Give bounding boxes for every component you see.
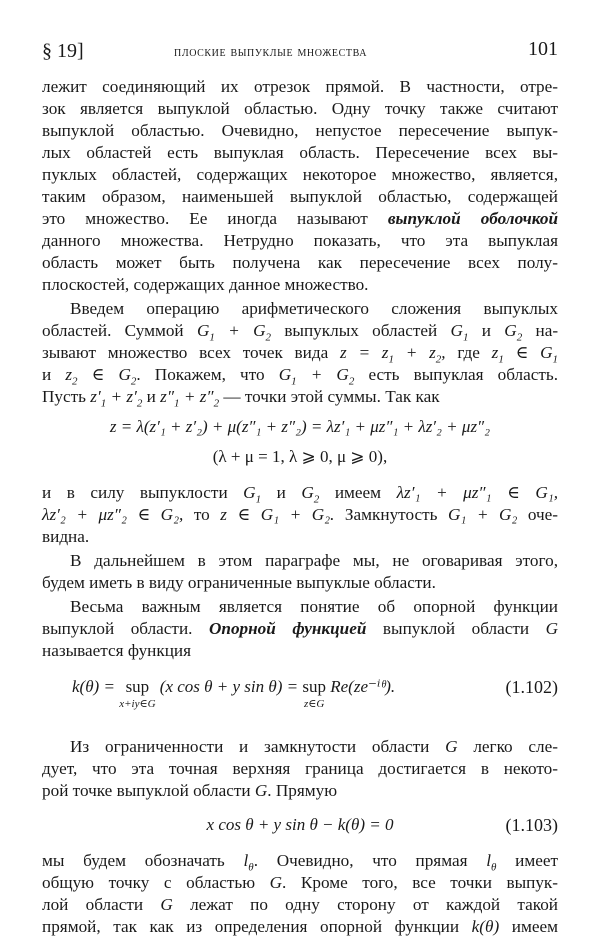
text-span: зывают множество всех точек вида xyxy=(42,343,329,362)
math-inline: G xyxy=(254,781,268,800)
formula-part: k(θ) = xyxy=(72,677,115,696)
running-header xyxy=(42,38,558,64)
text-line: пуклых областей, содержащих некоторое множество, является, xyxy=(42,165,558,184)
math-inline: G xyxy=(445,737,458,756)
page-number: 101 xyxy=(528,38,558,60)
math-inline: k(θ) xyxy=(471,917,500,936)
math-inline: $z_1$ ∈ $G_1$ xyxy=(491,343,558,366)
section-number: § 19] xyxy=(42,40,84,62)
math-inline: λz′₁ + μz″₁ ∈ G₁, xyxy=(396,483,559,502)
sup-operator xyxy=(302,676,326,710)
text-line xyxy=(42,618,558,640)
text-span: выпуклых областей xyxy=(284,321,438,340)
math-inline: $l_\theta$ xyxy=(486,851,497,874)
text-line xyxy=(42,320,558,342)
math-inline: λz′₂ + μz″₂ ∈ G₂, xyxy=(42,505,184,524)
text-span: мы будем обозначать xyxy=(42,851,225,870)
text-line xyxy=(42,780,558,802)
text-span: . Прямую xyxy=(267,781,338,800)
math-inline: $G_2$ xyxy=(301,483,320,506)
math-inline: $z = z_1 + z_2$, xyxy=(340,343,446,366)
text-span: областей. Суммой xyxy=(42,321,184,340)
math-inline: $z''_1 + z''_2$ xyxy=(160,387,220,410)
text-line xyxy=(42,208,558,230)
text-span: . Очевидно, что прямая xyxy=(253,851,468,870)
text-line xyxy=(42,342,558,364)
text-line: зок является выпуклой областью. Одну точку также считают xyxy=(42,99,558,118)
emphasis-term: выпуклой оболочкой xyxy=(387,209,558,228)
text-span: где xyxy=(457,343,480,362)
operator-subscript: x+iy∈G xyxy=(119,698,156,710)
text-line: дует, что эта точная верхняя граница достигается в некото- xyxy=(42,759,558,778)
equation-number: (1.102) xyxy=(505,677,558,697)
text-span: и xyxy=(276,483,286,502)
text-span: это множество. Ее иногда называют xyxy=(42,209,368,228)
display-formula xyxy=(42,676,558,716)
operator-label: sup xyxy=(302,677,326,696)
running-title: плоские выпуклые множества xyxy=(174,44,368,60)
math-inline: $G_1$ xyxy=(243,483,262,506)
equation-number: (1.103) xyxy=(505,815,558,835)
text-span: Пусть xyxy=(42,387,86,406)
math-inline: $G_1 + G_2$ xyxy=(196,321,271,344)
math-inline: $z_2$ ∈ $G_2$ xyxy=(65,365,137,388)
text-line: выпуклой областью. Очевидно, непустое пересечение выпук- xyxy=(42,121,558,140)
text-span: — точки этой суммы. Так как xyxy=(223,387,440,406)
text-span: Замкнутость xyxy=(344,505,438,524)
operator-label: sup xyxy=(125,677,150,696)
text-span: есть выпуклая область. xyxy=(368,365,559,384)
math-inline: $G_2$ xyxy=(504,321,523,344)
text-line xyxy=(42,916,558,938)
text-span: Из ограниченности и замкнутости области xyxy=(70,737,430,756)
text-line: плоскостей, содержащих данное множество. xyxy=(42,275,369,294)
text-span: имеем xyxy=(511,917,558,936)
text-span: и xyxy=(146,387,156,406)
emphasis-term: Опорной функцией xyxy=(208,619,367,638)
text-span: имеем xyxy=(334,483,382,502)
math-inline: G₁ + G₂ xyxy=(447,505,518,524)
math-inline: z ∈ G₁ + G₂. xyxy=(220,505,335,524)
text-line: таким образом, наименьшей выпуклой областью, содержащей xyxy=(42,187,558,206)
formula-part: x cos θ + y sin θ − k(θ) = 0 xyxy=(206,815,394,834)
math-inline: $G_1$ xyxy=(450,321,469,344)
text-line xyxy=(42,504,558,526)
text-line: Введем операцию арифметического сложения выпуклых xyxy=(70,299,558,318)
text-span: лой области xyxy=(42,895,144,914)
math-inline: G xyxy=(269,873,283,892)
text-line xyxy=(42,872,558,894)
text-line: лых областей есть выпуклая область. Пересечение всех вы- xyxy=(42,143,558,162)
text-span: имеет xyxy=(515,851,559,870)
text-line xyxy=(42,386,558,408)
text-span: . Покажем, что xyxy=(136,365,265,384)
math-inline: G xyxy=(545,619,558,638)
text-span: на- xyxy=(535,321,559,340)
text-line xyxy=(42,736,558,758)
text-span: лежат по одну сторону от каждой такой xyxy=(190,895,559,914)
display-formula xyxy=(42,814,558,836)
display-formula: (λ + μ = 1, λ ⩾ 0, μ ⩾ 0), xyxy=(212,447,388,466)
text-line: называется функция xyxy=(42,641,192,660)
text-line: данного множества. Нетрудно показать, что эта выпуклая xyxy=(42,231,558,250)
text-line: лежит соединяющий их отрезок прямой. В частности, отре- xyxy=(42,77,558,96)
math-inline: $l_\theta$ xyxy=(243,851,254,874)
text-span: легко сле- xyxy=(473,737,558,756)
text-span: рой точке выпуклой области xyxy=(42,781,251,800)
formula-part: (x cos θ + y sin θ) = xyxy=(159,677,299,696)
text-line: будем иметь в виду ограниченные выпуклые области. xyxy=(42,573,436,592)
text-span: выпуклой области xyxy=(382,619,530,638)
text-span: и в силу выпуклости xyxy=(42,483,228,502)
text-span: и xyxy=(42,365,52,384)
math-inline: $G_1 + G_2$ xyxy=(278,365,355,388)
sup-operator xyxy=(119,676,155,710)
display-formula: z = λ(z′₁ + z′₂) + μ(z″₁ + z″₂) = λz′₁ + μz″₁ + λz′₂ + μz″₂ xyxy=(109,417,491,436)
math-inline: G xyxy=(160,895,173,914)
text-span: . Кроме того, все точки выпук- xyxy=(282,873,558,892)
text-line xyxy=(42,894,558,916)
text-span: и xyxy=(481,321,491,340)
text-span: выпуклой области. xyxy=(42,619,193,638)
text-line: видна. xyxy=(42,527,90,546)
text-line: область может быть получена как пересечение всех полу- xyxy=(42,253,558,272)
text-line xyxy=(42,364,558,386)
operator-subscript: z∈G xyxy=(303,698,325,710)
formula-part: Re(ze⁻ⁱᶿ). xyxy=(330,677,396,696)
text-line xyxy=(42,850,558,872)
text-line: Весьма важным является понятие об опорной функции xyxy=(70,597,558,616)
text-span: прямой, так как из определения опорной функции xyxy=(42,917,460,936)
text-span: то xyxy=(193,505,210,524)
text-line: В дальнейшем в этом параграфе мы, не оговаривая этого, xyxy=(70,551,558,570)
text-span: общую точку с областью xyxy=(42,873,256,892)
math-inline: $z'_1 + z'_2$ xyxy=(90,387,143,410)
text-span: оче- xyxy=(527,505,559,524)
text-line xyxy=(42,482,558,504)
